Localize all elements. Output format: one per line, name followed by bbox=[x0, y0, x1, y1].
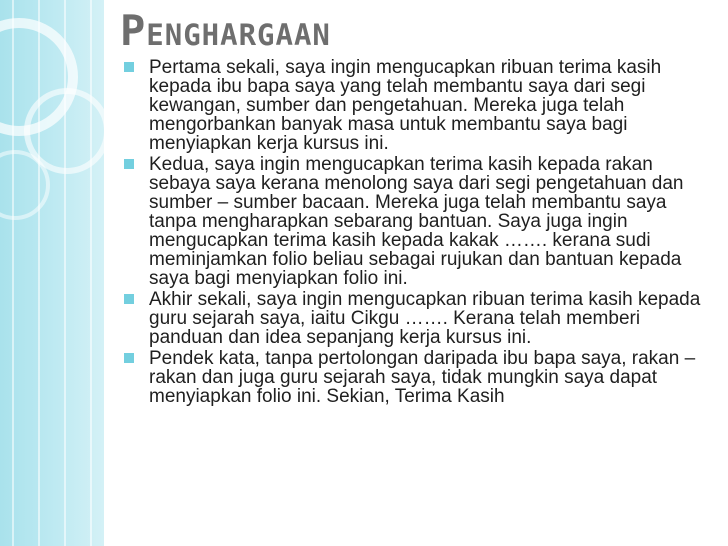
bullet-item bbox=[124, 58, 712, 153]
square-bullet-icon bbox=[124, 159, 134, 169]
bullet-text: Pertama sekali, saya ingin mengucapkan ribuan terima kasih kepada ibu bapa saya yang telah membantu saya dari segi kewangan, sumber dan pengetahuan. Mereka juga telah mengorbankan banyak masa untuk membantu saya bagi menyiapkan kerja kursus ini. bbox=[149, 57, 662, 154]
bullet-item bbox=[124, 155, 712, 288]
square-bullet-icon bbox=[124, 62, 134, 72]
slide-title: Penghargaan bbox=[120, 6, 331, 55]
bullet-item bbox=[124, 349, 712, 406]
bullet-item bbox=[124, 290, 712, 347]
square-bullet-icon bbox=[124, 294, 134, 304]
bullet-text: Pendek kata, tanpa pertolongan daripada ibu bapa saya, rakan – rakan dan juga guru sejarah saya, tidak mungkin saya dapat menyiapkan folio ini. Sekian, Terima Kasih bbox=[149, 348, 696, 407]
band-stripe bbox=[90, 0, 92, 546]
bullet-text: Kedua, saya ingin mengucapkan terima kasih kepada rakan sebaya saya kerana menolong saya dari segi pengetahuan dan sumber – sumber bacaan. Mereka juga telah membantu saya tanpa mengharapkan sebarang bantuan. Saya juga ingin mengucapkan terima kasih kepada kakak ……. kerana sudi meminjamkan folio beliau sebagai rujukan dan bantuan kepada saya bagi menyiapkan folio ini. bbox=[149, 154, 684, 289]
bullet-text: Akhir sekali, saya ingin mengucapkan ribuan terima kasih kepada guru sejarah saya, iaitu Cikgu ……. Kerana telah memberi panduan dan idea sepanjang kerja kursus ini. bbox=[149, 289, 701, 348]
bullet-list bbox=[124, 58, 712, 408]
square-bullet-icon bbox=[124, 353, 134, 363]
